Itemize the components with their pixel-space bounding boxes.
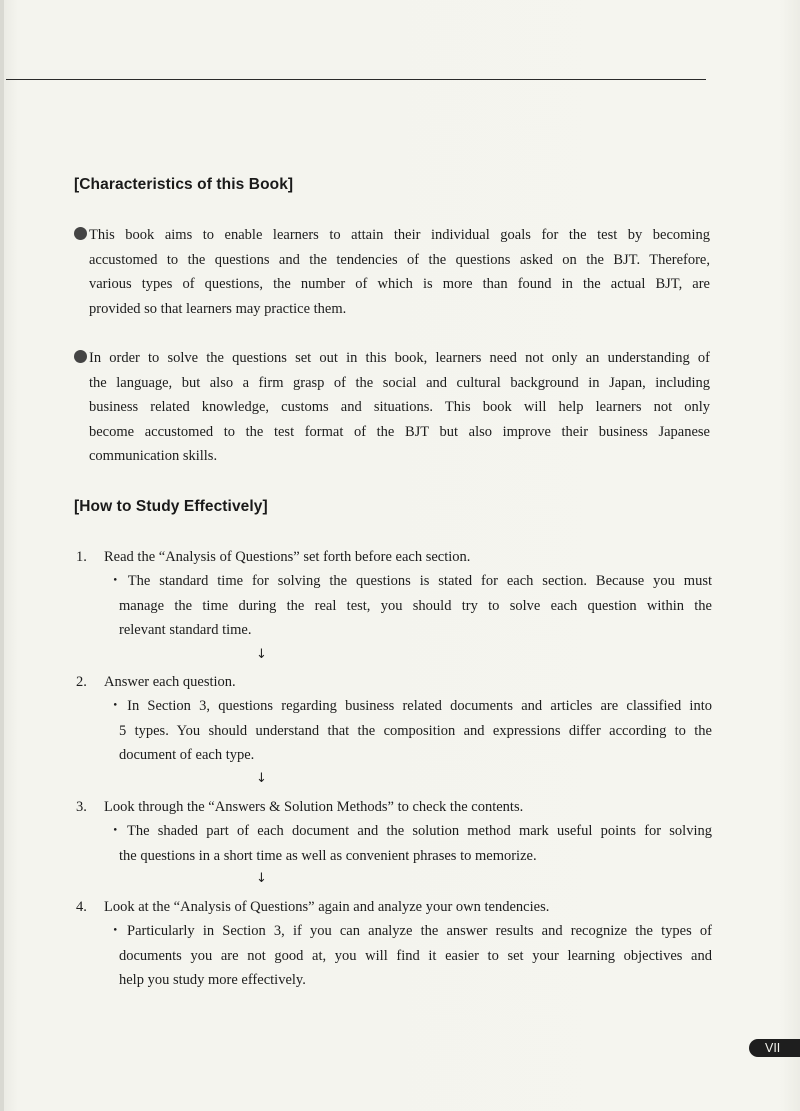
characteristics-paragraph-2 xyxy=(74,346,710,469)
detail-line: ・Particularly in Section 3, if you can analyze the answer results and recognize the types of xyxy=(108,923,712,939)
detail-line: the questions in a short time as well as convenient phrases to memorize. xyxy=(119,847,537,864)
characteristics-paragraph-1 xyxy=(74,223,710,321)
paragraph-line: business related knowledge, customs and situations. This book will help learners not only xyxy=(89,399,710,415)
paragraph-line: various types of questions, the number of which is more than found in the actual BJT, are xyxy=(89,276,710,292)
study-step-4 xyxy=(76,895,549,920)
step-title: Answer each question. xyxy=(104,674,236,690)
paragraph-line xyxy=(74,346,710,371)
page-spine-edge xyxy=(0,0,4,1111)
paragraph-line: communication skills. xyxy=(89,448,218,464)
detail-line: relevant standard time. xyxy=(119,622,252,638)
study-step-3-detail xyxy=(108,819,712,868)
down-arrow-icon: ↓ xyxy=(256,771,267,786)
step-number: 3. xyxy=(76,799,87,815)
step-number: 1. xyxy=(76,549,87,565)
paragraph-line-text: This book aims to enable learners to attain their individual goals for the test by becoming xyxy=(89,227,710,243)
study-step-2 xyxy=(76,670,236,695)
down-arrow-icon: ↓ xyxy=(256,647,267,662)
paragraph-line: the language, but also a firm grasp of the social and cultural background in Japan, including xyxy=(89,374,710,391)
paragraph-line: provided so that learners may practice them. xyxy=(89,300,347,317)
detail-line: ・The standard time for solving the questions is stated for each section. Because you must xyxy=(108,573,712,589)
page-number-tab: VII xyxy=(749,1039,800,1057)
detail-line: ・The shaded part of each document and the solution method mark useful points for solving xyxy=(108,823,712,839)
study-step-1 xyxy=(76,545,470,570)
section-heading-characteristics: [Characteristics of this Book] xyxy=(74,176,294,193)
step-number: 4. xyxy=(76,899,87,915)
paragraph-line-text: In order to solve the questions set out in this book, learners need not only an understanding of xyxy=(89,350,710,366)
top-horizontal-rule xyxy=(6,79,706,80)
step-title: Look through the “Answers & Solution Methods” to check the contents. xyxy=(104,799,524,815)
study-step-4-detail xyxy=(108,919,712,993)
study-step-3 xyxy=(76,795,523,820)
detail-line: help you study more effectively. xyxy=(119,972,306,988)
detail-line: document of each type. xyxy=(119,747,255,763)
detail-line: manage the time during the real test, you should try to solve each question within the xyxy=(119,597,712,614)
detail-line: ・In Section 3, questions regarding business related documents and articles are classified into xyxy=(108,698,712,714)
detail-line: documents you are not good at, you will find it easier to set your learning objectives and xyxy=(119,947,712,964)
step-title: Look at the “Analysis of Questions” again and analyze your own tendencies. xyxy=(104,899,550,915)
paragraph-line xyxy=(74,223,710,248)
section-heading-how-to-study: [How to Study Effectively] xyxy=(74,498,268,515)
paragraph-line: accustomed to the questions and the tendencies of the questions asked on the BJT. Therefore, xyxy=(89,251,710,268)
round-bullet-icon xyxy=(74,227,87,240)
study-step-1-detail xyxy=(108,569,712,643)
step-number: 2. xyxy=(76,674,87,690)
study-step-2-detail xyxy=(108,694,712,768)
detail-line: 5 types. You should understand that the composition and expressions differ according to the xyxy=(119,722,712,739)
step-title: Read the “Analysis of Questions” set forth before each section. xyxy=(104,549,471,565)
round-bullet-icon xyxy=(74,350,87,363)
paragraph-line: become accustomed to the test format of the BJT but also improve their business Japanese xyxy=(89,423,710,440)
down-arrow-icon: ↓ xyxy=(256,871,267,886)
